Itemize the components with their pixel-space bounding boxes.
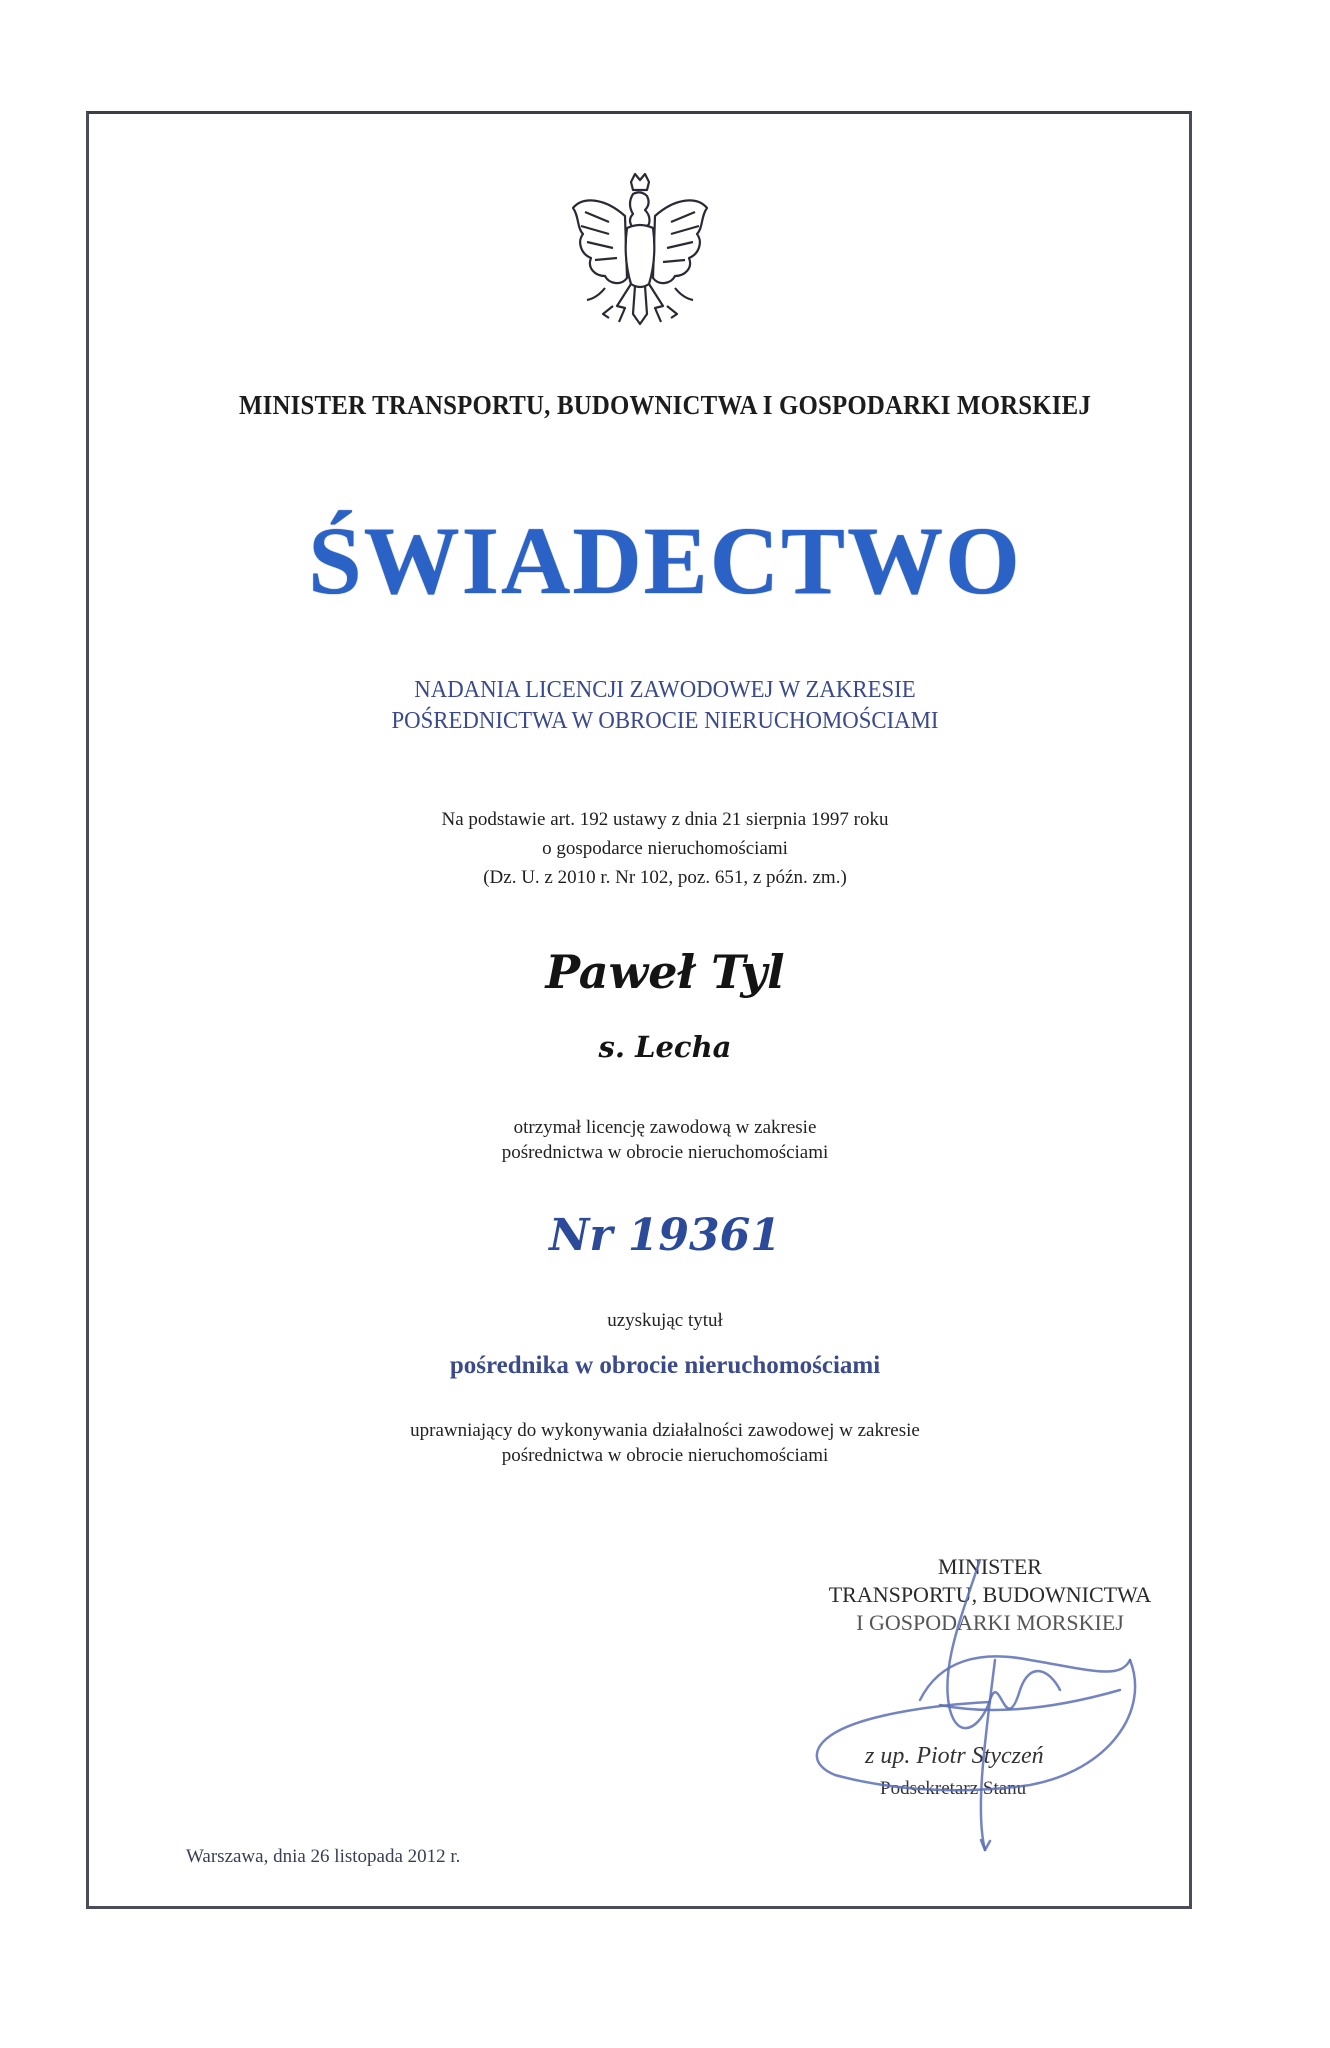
entitlement-line: pośrednictwa w obrocie nieruchomościami [501,1445,829,1466]
stamp-line: I GOSPODARKI MORSKIEJ [856,1610,1124,1635]
holder-patronymic: s. Lecha [598,1030,732,1064]
received-statement [0,1115,1330,1165]
entitlement-line: uprawniający do wykonywania działalności zawodowej w zakresie [410,1420,920,1441]
stamp-line: TRANSPORTU, BUDOWNICTWA [828,1582,1152,1607]
issuer-header: MINISTER TRANSPORTU, BUDOWNICTWA I GOSPODARKI MORSKIEJ [239,390,1091,420]
obtaining-text: uzyskując tytuł [607,1310,723,1331]
professional-title: pośrednika w obrocie nieruchomościami [449,1352,881,1379]
legal-basis-line: (Dz. U. z 2010 r. Nr 102, poz. 651, z późn. zm.) [483,867,847,888]
legal-basis-line: o gospodarce nieruchomościami [542,838,788,859]
received-line: pośrednictwa w obrocie nieruchomościami [501,1142,829,1163]
entitlement-statement [0,1418,1330,1468]
certificate-subtitle [33,675,1297,737]
certificate-border [86,111,1192,1909]
legal-basis-line: Na podstawie art. 192 ustawy z dnia 21 sierpnia 1997 roku [441,809,889,830]
license-number: Nr 19361 [549,1210,781,1261]
place-and-date: Warszawa, dnia 26 listopada 2012 r. [186,1846,461,1867]
certificate-title: ŚWIADECTWO [308,507,1022,614]
signatory-stamp [790,1553,1190,1637]
authorized-signatory: z up. Piotr Styczeń [865,1743,1044,1769]
received-line: otrzymał licencję zawodową w zakresie [513,1117,817,1138]
polish-eagle-emblem-icon [565,168,715,338]
subtitle-line: POŚREDNICTWA W OBROCIE NIERUCHOMOŚCIAMI [391,708,939,734]
stamp-line: MINISTER [938,1554,1042,1579]
legal-basis [0,805,1330,892]
holder-name: Paweł Tyl [545,945,785,999]
subtitle-line: NADANIA LICENCJI ZAWODOWEJ W ZAKRESIE [414,677,916,703]
signatory-position: Podsekretarz Stanu [880,1778,1027,1799]
